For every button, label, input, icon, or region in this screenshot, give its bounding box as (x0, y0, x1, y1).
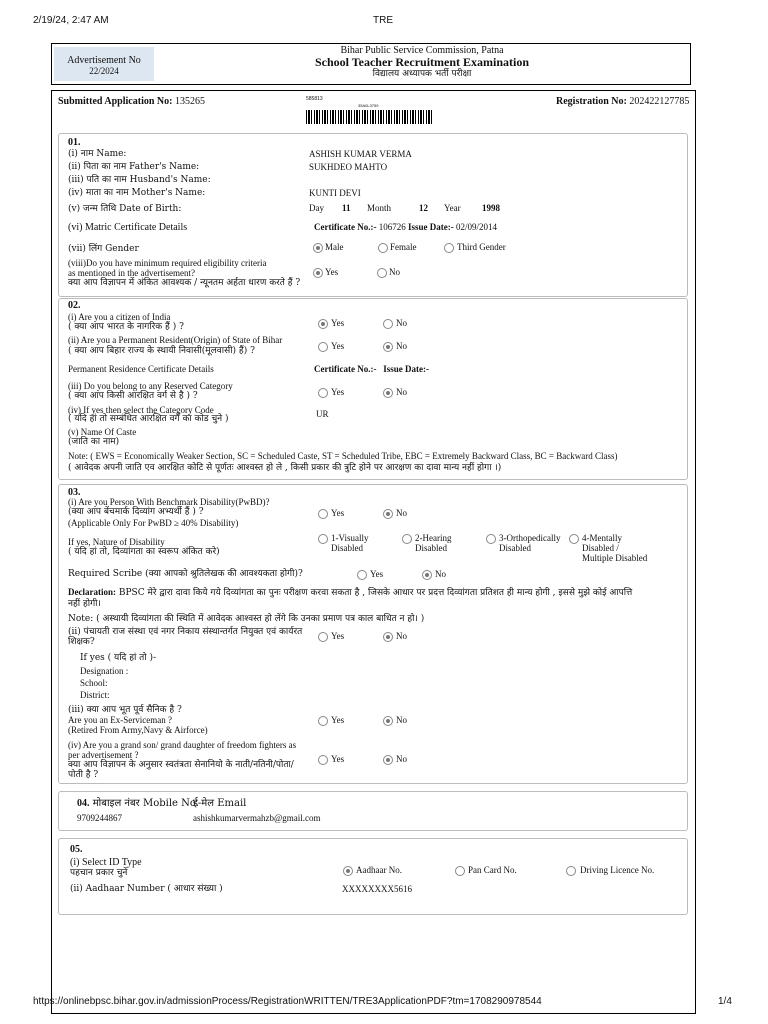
d2b: Disabled (415, 543, 447, 553)
matric-cert (314, 222, 497, 232)
mobile-label: मोबाइल नंबर Mobile No. (92, 798, 199, 809)
d3a: 3-Orthopedically (499, 533, 561, 543)
reserved-yes-radio[interactable] (318, 388, 328, 398)
registration-label: Registration No: (556, 96, 627, 107)
declaration (68, 587, 678, 598)
pwbd-yes-label: Yes (331, 508, 345, 518)
eligibility-no-label: No (389, 267, 400, 277)
id-pan-radio[interactable] (455, 866, 465, 876)
id-dl-radio[interactable] (566, 866, 576, 876)
caste-q2: (जाति का नाम) (68, 437, 120, 447)
section-01-number: 01. (68, 137, 81, 148)
declaration-text-2: नहीं होगी। (68, 599, 101, 609)
pwbd-q2: (क्या आप बेंचमार्क दिव्यांग अभ्यर्थी हैं ) ? (68, 507, 204, 517)
gender-third-label: Third Gender (457, 242, 506, 252)
dob-year: 1998 (482, 203, 500, 213)
eligibility-q2: as mentioned in the advertisement? (68, 268, 195, 278)
email-value: ashishkumarvermahzb@gmail.com (193, 813, 321, 823)
resident-no-radio[interactable] (383, 342, 393, 352)
gender-male-radio[interactable] (313, 243, 323, 253)
ex-serviceman-q2: Are you an Ex-Serviceman ? (68, 715, 172, 725)
section-03-number: 03. (68, 487, 81, 498)
freedom-fighter-q3: क्या आप विज्ञापन के अनुसार स्वतंत्रता सेनानियो के नाती/नतिनी/पोता/ (68, 760, 294, 770)
panchayat-yes-radio[interactable] (318, 632, 328, 642)
section-04-number: 04. (77, 798, 90, 809)
contact-row (77, 798, 199, 809)
exam-name-hindi: विद्यालय अध्यापक भर्ती परीक्षा (372, 69, 472, 79)
prc-cert (314, 364, 429, 374)
eligibility-no-radio[interactable] (377, 268, 387, 278)
resident-q1: (ii) Are you a Permanent Resident(Origin) of State of Bihar (68, 335, 283, 345)
adv-label: Advertisement No (67, 55, 141, 66)
nature-q1: If yes, Nature of Disability (68, 537, 165, 547)
citizen-q1: (i) Are you a citizen of India (68, 312, 171, 322)
resident-no-label: No (396, 341, 407, 351)
aadhaar-number-label: (ii) Aadhaar Number ( आधार संख्या ) (70, 884, 223, 894)
mother-label: (iv) माता का नाम Mother's Name: (68, 188, 206, 198)
submitted-number: 135265 (174, 96, 205, 107)
registration-row (556, 96, 689, 107)
ex-serviceman-no-radio[interactable] (383, 716, 393, 726)
declaration-text-1: BPSC मेरे द्वारा दावा किये गये दिव्यांगता का पुनः परीक्षण करवा सकता है , जिसके आधार पर प्रदत्त दिव्यांगता प्रतिशत ही मान्य होगी , इससे मुझे कोई आपत्ति (118, 588, 633, 598)
panchayat-no-label: No (396, 631, 407, 641)
panchayat-yes-label: Yes (331, 631, 345, 641)
adv-number: 22/2024 (89, 66, 119, 76)
email-label: ई-मेल Email (193, 798, 247, 809)
pwbd-no-label: No (396, 508, 407, 518)
citizen-no-label: No (396, 318, 407, 328)
panchayat-q2: शिक्षक? (68, 637, 95, 647)
dob-day-label: Day (309, 203, 324, 213)
dob-month: 12 (419, 203, 428, 213)
pwbd-yes-radio[interactable] (318, 509, 328, 519)
scribe-no-label: No (435, 569, 446, 579)
id-dl-label: Driving Licence No. (580, 865, 655, 875)
resident-yes-radio[interactable] (318, 342, 328, 352)
mother-value: KUNTI DEVI (309, 188, 361, 198)
matric-issue-label: Issue Date:- (407, 222, 454, 232)
mobile-value: 9709244867 (77, 813, 122, 823)
scribe-yes-label: Yes (370, 569, 384, 579)
name-value: ASHISH KUMAR VERMA (309, 149, 412, 159)
freedom-fighter-yes-radio[interactable] (318, 755, 328, 765)
registration-number: 202422127785 (629, 96, 690, 107)
category-value: UR (316, 409, 329, 419)
matric-cert-label: Certificate No.:- (314, 222, 377, 232)
scribe-yes-radio[interactable] (357, 570, 367, 580)
designation-label: Designation : (80, 666, 129, 676)
panchayat-no-radio[interactable] (383, 632, 393, 642)
prc-issue-label: Issue Date:- (383, 364, 429, 374)
nature-q2: ( यदि हां तो, दिव्यांगता का स्वरूप अंकित करे) (68, 547, 220, 557)
exam-name: School Teacher Recruitment Examination (314, 55, 530, 69)
if-yes-label: If yes ( यदि हां तो )- (80, 653, 157, 663)
matric-cert-no: 106726 (378, 222, 406, 232)
gender-third-radio[interactable] (444, 243, 454, 253)
scribe-no-radio[interactable] (422, 570, 432, 580)
submitted-row (58, 96, 205, 107)
district-label: District: (80, 690, 110, 700)
ex-serviceman-no-label: No (396, 715, 407, 725)
citizen-q2: ( क्या आप भारत के नागरिक हैं ) ? (68, 322, 184, 332)
section-05-number: 05. (70, 844, 83, 855)
section-04 (58, 791, 688, 831)
advertisement-box (54, 47, 154, 81)
id-type-label-hindi: पहचान प्रकार चुनें (70, 868, 128, 878)
d4b: Disabled / (582, 543, 619, 553)
dob-year-label: Year (444, 203, 461, 213)
pwbd-no-radio[interactable] (383, 509, 393, 519)
gender-female-radio[interactable] (378, 243, 388, 253)
freedom-fighter-q2: per advertisement ? (68, 750, 139, 760)
freedom-fighter-no-radio[interactable] (383, 755, 393, 765)
header-box (51, 43, 691, 85)
freedom-fighter-yes-label: Yes (331, 754, 345, 764)
ex-serviceman-yes-label: Yes (331, 715, 345, 725)
disability-visual-radio[interactable] (318, 534, 328, 544)
ex-serviceman-q1: (iii) क्या आप भूत पूर्व सैनिक है ? (68, 705, 182, 715)
reserved-no-label: No (396, 387, 407, 397)
citizen-yes-radio[interactable] (318, 319, 328, 329)
prc-cert-label: Certificate No.:- (314, 364, 377, 374)
father-value: SUKHDEO MAHTO (309, 162, 388, 172)
category-note-en: Note: ( EWS = Economically Weaker Section, SC = Scheduled Caste, ST = Scheduled Tribe, EBC = Extremely Backward Class, BC = Backward Class) (68, 451, 618, 461)
aadhaar-number-value: XXXXXXXX5616 (342, 884, 412, 894)
category-q1: (iv) If yes then select the Category Code (68, 405, 214, 415)
reserved-q1: (iii) Do you belong to any Reserved Category (68, 381, 233, 391)
name-label: (i) नाम Name: (68, 149, 127, 159)
d1a: 1-Visually (331, 533, 369, 543)
gender-male-label: Male (325, 242, 344, 252)
print-datetime: 2/19/24, 2:47 AM (33, 15, 109, 26)
disability-ortho-radio[interactable] (486, 534, 496, 544)
eligibility-q1: (viii)Do you have minimum required eligibility criteria (68, 258, 267, 268)
reserved-no-radio[interactable] (383, 388, 393, 398)
disability-hearing-radio[interactable] (402, 534, 412, 544)
panchayat-q1: (ii) पंचायती राज संस्था एवं नगर निकाय संस्थान्तर्गत नियुक्त एवं कार्यरत (68, 627, 303, 637)
id-type-label: (i) Select ID Type (70, 857, 142, 868)
d4c: Multiple Disabled (582, 553, 648, 563)
disability-mental-label (582, 533, 647, 563)
declaration-head: Declaration: (68, 587, 116, 597)
matric-issue-date: 02/09/2014 (455, 222, 497, 232)
gender-label: (vii) लिंग Gender (68, 244, 139, 254)
disability-ortho-label (499, 533, 560, 553)
d1b: Disabled (331, 543, 363, 553)
freedom-fighter-no-label: No (396, 754, 407, 764)
category-q2: ( यदि हां तो सम्बंधित आरक्षित वर्ग का कोड चुने ) (68, 414, 229, 424)
section-02-number: 02. (68, 300, 81, 311)
gender-female-label: Female (390, 242, 417, 252)
eligibility-yes-radio[interactable] (313, 268, 323, 278)
id-aadhaar-radio[interactable] (343, 866, 353, 876)
citizen-yes-label: Yes (331, 318, 345, 328)
eligibility-q3: क्या आप विज्ञापन में अंकित आवश्यक / न्यूनतम अर्हता धारण करते हैं ? (68, 278, 301, 288)
barcode-number: 585813 (306, 96, 323, 102)
d3b: Disabled (499, 543, 531, 553)
scribe-label: Required Scribe (क्या आपको श्रुतिलेखक की आवश्यकता होगी)? (68, 569, 303, 579)
org-name: Bihar Public Service Commission, Patna (340, 45, 504, 56)
eligibility-yes-label: Yes (325, 267, 339, 277)
dob-day: 11 (342, 203, 351, 213)
prc-label: Permanent Residence Certificate Details (68, 364, 214, 374)
resident-q2: ( क्या आप बिहार राज्य के स्थायी निवासी(मूलवासी) हैं) ? (68, 346, 255, 356)
husband-label: (iii) पति का नाम Husband's Name: (68, 175, 211, 185)
resident-yes-label: Yes (331, 341, 345, 351)
matric-label: (vi) Matric Certificate Details (68, 222, 188, 233)
citizen-no-radio[interactable] (383, 319, 393, 329)
print-title: TRE (373, 15, 393, 26)
id-pan-label: Pan Card No. (468, 865, 517, 875)
caste-q1: (v) Name Of Caste (68, 427, 137, 437)
pwbd-q3: (Applicable Only For PwBD ≥ 40% Disability) (68, 518, 239, 528)
submitted-label: Submitted Application No: (58, 96, 173, 107)
d4a: 4-Mentally (582, 533, 622, 543)
dob-month-label: Month (367, 203, 392, 213)
disability-mental-radio[interactable] (569, 534, 579, 544)
barcode (306, 110, 434, 124)
father-label: (ii) पिता का नाम Father's Name: (68, 162, 200, 172)
print-page: 1/4 (718, 996, 732, 1007)
print-url: https://onlinebpsc.bihar.gov.in/admissionProcess/RegistrationWRITTEN/TRE3ApplicationPDF?tm=1708290978544 (33, 996, 542, 1007)
disability-visual-label (331, 533, 368, 553)
dob-label: (v) जन्म तिथि Date of Birth: (68, 204, 182, 214)
disability-hearing-label (415, 533, 451, 553)
pwbd-q1: (i) Are you Person With Benchmark Disability(PwBD)? (68, 497, 270, 507)
d2a: 2-Hearing (415, 533, 452, 543)
school-label: School: (80, 678, 108, 688)
id-aadhaar-label: Aadhaar No. (356, 865, 402, 875)
category-note-hi: ( आवेदक अपनी जाति एव आरक्षित कोटि से पूर्णतः आश्वस्त हो ले , किसी प्रकार की त्रुटि होने पर आरक्षण का दावा मान्य नहीं होगा ।) (68, 463, 502, 473)
barcode-small: 35A0L3759 (358, 103, 379, 108)
reserved-q2: ( क्या आप किसी आरक्षित वर्ग से है ) ? (68, 391, 198, 401)
section-05 (58, 838, 688, 915)
disability-note: Note: ( अस्थायी दिव्यांगता की स्थिति में आवेदक आश्वस्त हो लेंगे कि उनका प्रमाण पत्र काल बाधित न हो। ) (68, 614, 425, 624)
freedom-fighter-q4: पोती है ? (68, 770, 99, 780)
ex-serviceman-q3: (Retired From Army,Navy & Airforce) (68, 725, 208, 735)
reserved-yes-label: Yes (331, 387, 345, 397)
ex-serviceman-yes-radio[interactable] (318, 716, 328, 726)
freedom-fighter-q1: (iv) Are you a grand son/ grand daughter of freedom fighters as (68, 740, 297, 750)
